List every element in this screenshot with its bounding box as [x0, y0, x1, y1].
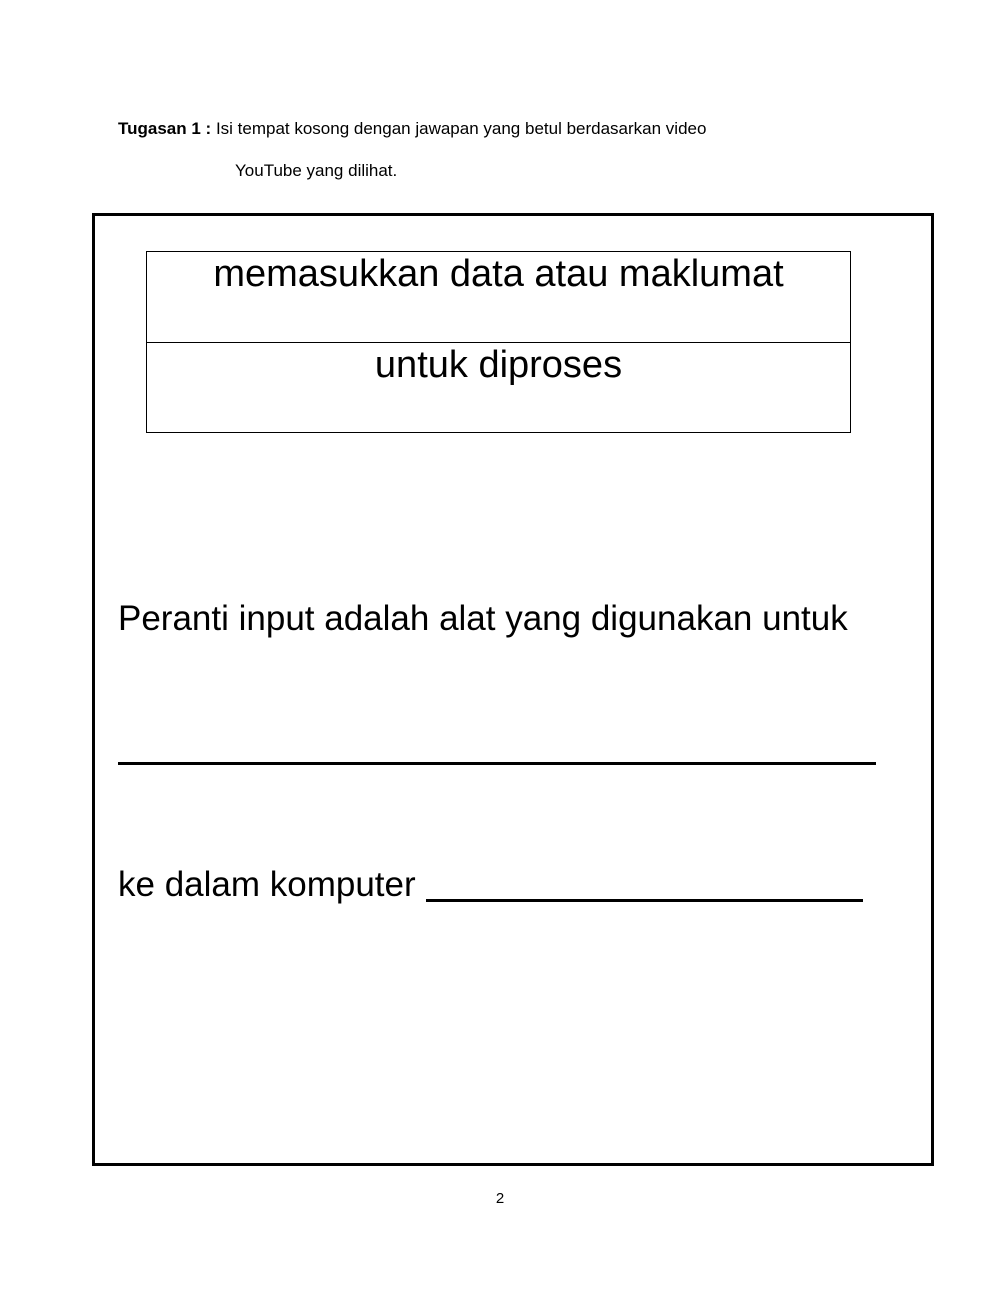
word-bank-item-1[interactable]: memasukkan data atau maklumat — [147, 252, 850, 343]
answer-blank-1[interactable] — [118, 762, 876, 765]
task-instruction-continuation: YouTube yang dilihat. — [235, 161, 398, 180]
word-bank-item-2[interactable]: untuk diproses — [374, 344, 623, 386]
word-bank — [146, 251, 851, 433]
task-instruction — [118, 119, 706, 139]
sentence-line-1: Peranti input adalah alat yang digunakan untuk — [118, 599, 848, 638]
answer-blank-2[interactable] — [426, 899, 863, 902]
task-label: Tugasan 1 : — [118, 119, 212, 138]
sentence-line-3 — [118, 865, 863, 905]
sentence-line-3-text: ke dalam komputer — [118, 865, 416, 904]
task-text: Isi tempat kosong dengan jawapan yang betul berdasarkan video — [215, 119, 707, 138]
page-number: 2 — [495, 1190, 505, 1207]
